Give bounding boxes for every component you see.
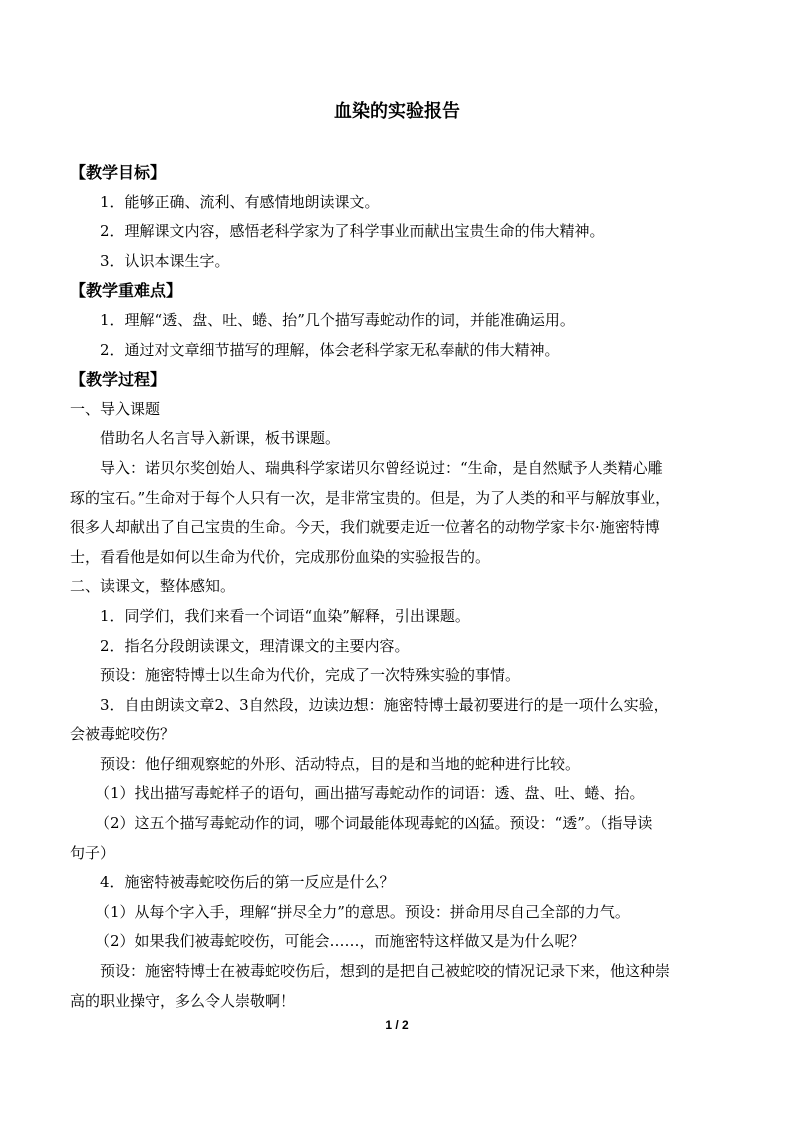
section-heading-key-points: 【教学重难点】 [70,281,183,301]
paragraph: 借助名人名言导入新课，板书课题。 [100,429,341,448]
paragraph: 4．施密特被毒蛇咬伤后的第一反应是什么？ [100,873,395,892]
paragraph-continuation: 句子） [70,843,116,862]
paragraph-continuation: 士，看看他是如何以生命为代价，完成那份血染的实验报告的。 [70,547,491,566]
paragraph-continuation: 琢的宝石。”生命对于每个人只有一次，是非常宝贵的。但是，为了人类的和平与解放事业， [70,488,671,507]
paragraph: 2．指名分段朗读课文，理清课文的主要内容。 [100,636,410,655]
section-heading-process: 【教学过程】 [70,370,167,390]
paragraph: 2．通过对文章细节描写的理解，体会老科学家无私奉献的伟大精神。 [100,340,560,359]
paragraph: （1）找出描写毒蛇样子的语句，画出描写毒蛇动作的词语：透、盘、吐、蜷、抬。 [95,784,645,803]
paragraph: 3．自由朗读文章2、3自然段，边读边想：施密特博士最初要进行的是一项什么实验， [100,695,669,714]
paragraph: 预设：他仔细观察蛇的外形、活动特点，目的是和当地的蛇种进行比较。 [100,754,581,773]
paragraph: 1．能够正确、流利、有感情地朗读课文。 [100,192,380,211]
paragraph: （1）从每个字入手，理解“拼尽全力”的意思。预设：拼命用尽自己全部的力气。 [95,902,630,921]
paragraph-continuation: 高的职业操守，多么令人崇敬啊！ [70,991,296,1010]
paragraph: 1．理解“透、盘、吐、蜷、抬”几个描写毒蛇动作的词，并能准确运用。 [100,310,575,329]
paragraph: （2）这五个描写毒蛇动作的词，哪个词最能体现毒蛇的凶猛。预设：“透”。（指导读 [95,814,653,833]
paragraph-continuation: 很多人却献出了自己宝贵的生命。今天，我们就要走近一位著名的动物学家卡尔·施密特博 [70,518,660,537]
page-number: 1 / 2 [385,1018,409,1032]
paragraph-continuation: 会被毒蛇咬伤？ [70,725,176,744]
paragraph: 1．同学们，我们来看一个词语“血染”解释，引出课题。 [100,606,470,625]
document-body [70,158,722,1016]
document-title: 血染的实验报告 [334,101,460,122]
section-heading-objectives: 【教学目标】 [70,163,167,182]
paragraph: 预设：施密特博士以生命为代价，完成了一次特殊实验的事情。 [100,666,521,685]
paragraph: 2．理解课文内容，感悟老科学家为了科学事业而献出宝贵生命的伟大精神。 [100,222,605,241]
subheading: 二、读课文，整体感知。 [70,577,236,596]
paragraph: 预设：施密特博士在被毒蛇咬伤后，想到的是把自己被蛇咬的情况记录下来，他这种崇 [100,962,671,981]
subheading: 一、导入课题 [70,399,161,418]
paragraph: 3．认识本课生字。 [100,251,230,270]
paragraph: 导入：诺贝尔奖创始人、瑞典科学家诺贝尔曾经说过：“生命，是自然赋予人类精心雕 [100,458,663,477]
paragraph: （2）如果我们被毒蛇咬伤，可能会……，而施密特这样做又是为什么呢？ [95,932,585,951]
